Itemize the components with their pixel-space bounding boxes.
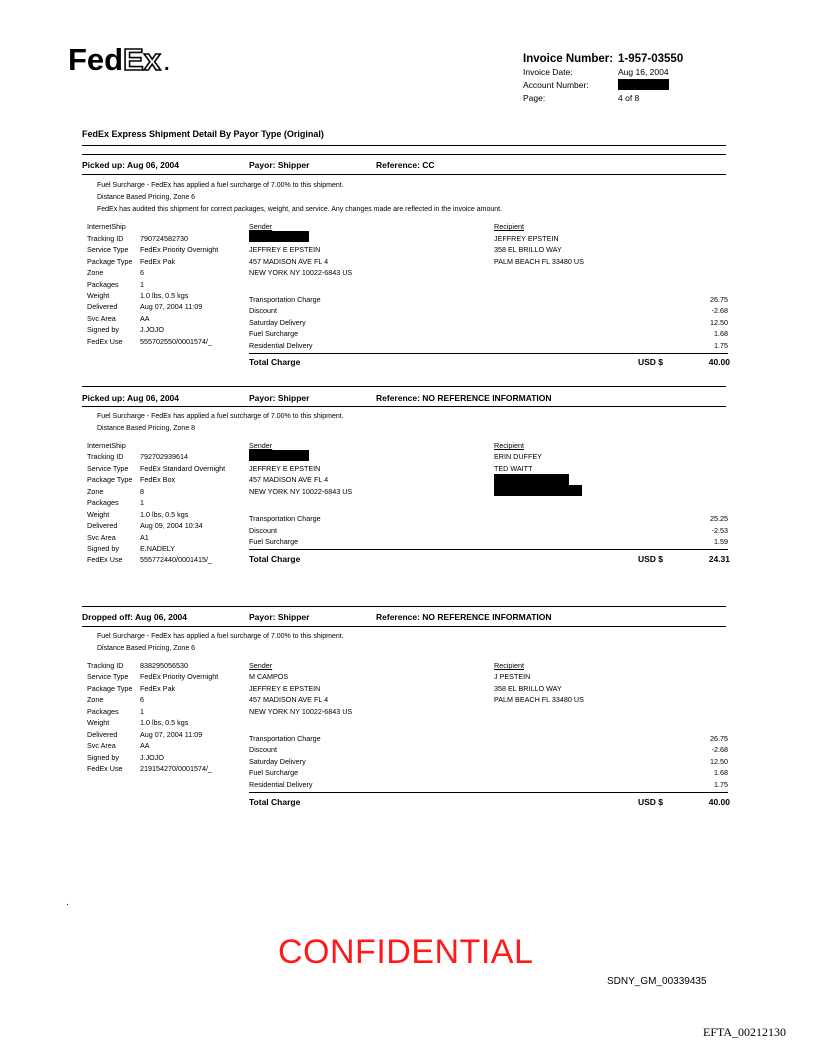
sender-line: M CAMPOS <box>249 672 289 681</box>
redaction-box <box>494 485 582 496</box>
recipient-line: 358 EL BRILLO WAY <box>494 684 562 693</box>
svc-area-label: Svc Area <box>87 314 116 323</box>
recipient-line: JEFFREY EPSTEIN <box>494 234 559 243</box>
redaction-box <box>618 79 669 90</box>
tracking-value: 792702939614 <box>140 452 188 461</box>
sender-line: 457 MADISON AVE FL 4 <box>249 695 329 704</box>
tracking-label: Tracking ID <box>87 452 124 461</box>
weight-label: Weight <box>87 291 110 300</box>
shipment-payor: Payor: Shipper <box>249 612 310 622</box>
total-charge-label: Total Charge <box>249 357 301 367</box>
shipment-header-rule <box>82 406 726 407</box>
svc-area-value: AA <box>140 741 150 750</box>
charge-amount: 26.75 <box>710 734 728 743</box>
total-charge-label: Total Charge <box>249 797 301 807</box>
charge-amount: 1.59 <box>714 537 728 546</box>
stray-mark: . <box>66 897 69 908</box>
delivered-value: Aug 07, 2004 11:09 <box>140 302 203 311</box>
delivered-label: Delivered <box>87 730 118 739</box>
sender-line: 457 MADISON AVE FL 4 <box>249 257 329 266</box>
confidential-stamp: CONFIDENTIAL <box>278 933 534 971</box>
sender-line: JEFFREY E EPSTEIN <box>249 684 321 693</box>
sender-line: 457 MADISON AVE FL 4 <box>249 475 329 484</box>
zone-label: Zone <box>87 695 104 704</box>
charge-label: Transportation Charge <box>249 295 321 304</box>
currency-label: USD $ <box>638 797 664 807</box>
zone-value: 8 <box>140 487 144 496</box>
invoice-date-value: Aug 16, 2004 <box>618 67 669 77</box>
total-charge-label: Total Charge <box>249 554 301 564</box>
redaction-box <box>249 231 309 242</box>
total-charge-value: 40.00 <box>708 357 730 367</box>
packages-value: 1 <box>140 280 144 289</box>
recipient-line: PALM BEACH FL 33480 US <box>494 695 584 704</box>
packages-value: 1 <box>140 707 144 716</box>
fedex-use-label: FedEx Use <box>87 555 123 564</box>
charge-label: Residential Delivery <box>249 341 313 350</box>
fedex-use-value: 555702550/0001574/_ <box>140 337 212 346</box>
delivered-label: Delivered <box>87 302 118 311</box>
charge-label: Transportation Charge <box>249 514 321 523</box>
shipment-payor: Payor: Shipper <box>249 160 310 170</box>
section-title: FedEx Express Shipment Detail By Payor Type (Original) <box>82 129 324 139</box>
shipment-note: Fuel Surcharge - FedEx has applied a fuel surcharge of 7.00% to this shipment. <box>97 633 344 640</box>
signed-value: J.JOJO <box>140 325 164 334</box>
tracking-label: Tracking ID <box>87 661 124 670</box>
service-value: FedEx Priority Overnight <box>140 245 219 254</box>
weight-value: 1.0 lbs, 0.5 kgs <box>140 718 189 727</box>
shipment-top-rule <box>82 154 726 155</box>
page-label: Page: <box>523 93 546 103</box>
charge-label: Fuel Surcharge <box>249 768 299 777</box>
charge-label: Fuel Surcharge <box>249 537 299 546</box>
shipment-reference: Reference: NO REFERENCE INFORMATION <box>376 393 552 403</box>
signed-label: Signed by <box>87 544 119 553</box>
charge-label: Discount <box>249 745 277 754</box>
internetship-label: InternetShip <box>87 441 126 450</box>
zone-value: 6 <box>140 268 144 277</box>
recipient-line: PALM BEACH FL 33480 US <box>494 257 584 266</box>
fedex-logo <box>68 41 173 77</box>
fedex-use-label: FedEx Use <box>87 764 123 773</box>
delivered-value: Aug 09, 2004 10:34 <box>140 521 203 530</box>
total-rule <box>249 549 728 550</box>
svc-area-value: A1 <box>140 533 149 542</box>
recipient-label: Recipient <box>494 222 524 231</box>
svc-area-label: Svc Area <box>87 533 116 542</box>
charge-amount: 1.68 <box>714 329 728 338</box>
shipment-header-rule <box>82 174 726 175</box>
recipient-label: Recipient <box>494 661 524 670</box>
logo-fed-text: Fed <box>68 42 124 77</box>
shipment-reference: Reference: CC <box>376 160 435 170</box>
signed-value: E.NADELY <box>140 544 176 553</box>
invoice-date-label: Invoice Date: <box>523 67 573 77</box>
service-label: Service Type <box>87 464 129 473</box>
recipient-line: TED WAITT <box>494 464 533 473</box>
page-value: 4 of 8 <box>618 93 640 103</box>
charge-amount: 12.50 <box>710 318 728 327</box>
fedex-use-value: 555772440/0001415/_ <box>140 555 212 564</box>
invoice-number-label: Invoice Number: <box>523 53 614 65</box>
charge-amount: 1.75 <box>714 341 728 350</box>
service-label: Service Type <box>87 672 129 681</box>
shipment-note: Distance Based Pricing, Zone 6 <box>97 645 196 652</box>
tracking-value: 838295056530 <box>140 661 188 670</box>
shipment-top-rule <box>82 606 726 607</box>
recipient-line: J PESTEIN <box>494 672 531 681</box>
charge-amount: 25.25 <box>710 514 728 523</box>
delivered-label: Delivered <box>87 521 118 530</box>
section-rule <box>82 145 726 146</box>
service-value: FedEx Priority Overnight <box>140 672 219 681</box>
charge-amount: 26.75 <box>710 295 728 304</box>
currency-label: USD $ <box>638 357 664 367</box>
fedex-use-label: FedEx Use <box>87 337 123 346</box>
sender-line: NEW YORK NY 10022-6843 US <box>249 268 353 277</box>
account-number-label: Account Number: <box>523 80 589 90</box>
bates-number: SDNY_GM_00339435 <box>607 976 707 987</box>
zone-label: Zone <box>87 268 104 277</box>
sender-label: Sender <box>249 222 273 231</box>
zone-value: 6 <box>140 695 144 704</box>
logo-ex-text: Ex <box>123 42 161 77</box>
charge-label: Saturday Delivery <box>249 757 306 766</box>
total-rule <box>249 792 728 793</box>
charge-label: Residential Delivery <box>249 780 313 789</box>
currency-label: USD $ <box>638 554 664 564</box>
recipient-line: 358 EL BRILLO WAY <box>494 245 562 254</box>
redaction-box <box>249 450 309 461</box>
weight-label: Weight <box>87 718 110 727</box>
weight-value: 1.0 lbs, 0.5 kgs <box>140 510 189 519</box>
charge-label: Fuel Surcharge <box>249 329 299 338</box>
shipment-payor: Payor: Shipper <box>249 393 310 403</box>
weight-value: 1.0 lbs, 0.5 kgs <box>140 291 189 300</box>
charge-amount: 1.68 <box>714 768 728 777</box>
delivered-value: Aug 07, 2004 11:09 <box>140 730 203 739</box>
sender-line: JEFFREY E EPSTEIN <box>249 464 321 473</box>
charge-amount: 1.75 <box>714 780 728 789</box>
charge-label: Transportation Charge <box>249 734 321 743</box>
shipment-note: Fuel Surcharge - FedEx has applied a fuel surcharge of 7.00% to this shipment. <box>97 413 344 420</box>
charge-amount: -2.68 <box>711 745 728 754</box>
signed-label: Signed by <box>87 325 119 334</box>
shipment-note: FedEx has audited this shipment for correct packages, weight, and service. Any changes made are reflected in the invoice amount. <box>97 206 503 213</box>
package-label: Package Type <box>87 684 133 693</box>
packages-label: Packages <box>87 707 119 716</box>
total-charge-value: 24.31 <box>708 554 730 564</box>
shipment-pickup: Picked up: Aug 06, 2004 <box>82 160 179 170</box>
shipment-header-rule <box>82 626 726 627</box>
sender-label: Sender <box>249 441 273 450</box>
package-value: FedEx Box <box>140 475 176 484</box>
packages-label: Packages <box>87 280 119 289</box>
total-charge-value: 40.00 <box>708 797 730 807</box>
shipment-reference: Reference: NO REFERENCE INFORMATION <box>376 612 552 622</box>
shipment-note: Fuel Surcharge - FedEx has applied a fuel surcharge of 7.00% to this shipment. <box>97 182 344 189</box>
package-value: FedEx Pak <box>140 257 176 266</box>
service-value: FedEx Standard Overnight <box>140 464 226 473</box>
tracking-value: 790724582730 <box>140 234 188 243</box>
shipment-pickup: Picked up: Aug 06, 2004 <box>82 393 179 403</box>
zone-label: Zone <box>87 487 104 496</box>
package-label: Package Type <box>87 475 133 484</box>
fedex-use-value: 219154270/0001574/_ <box>140 764 212 773</box>
packages-value: 1 <box>140 498 144 507</box>
svc-area-value: AA <box>140 314 150 323</box>
package-value: FedEx Pak <box>140 684 176 693</box>
invoice-number-value: 1-957-03550 <box>618 53 684 65</box>
sender-line: NEW YORK NY 10022-6843 US <box>249 707 353 716</box>
svc-area-label: Svc Area <box>87 741 116 750</box>
service-label: Service Type <box>87 245 129 254</box>
charge-label: Discount <box>249 306 277 315</box>
charge-amount: -2.53 <box>711 526 728 535</box>
sender-line: NEW YORK NY 10022-6843 US <box>249 487 353 496</box>
charge-label: Saturday Delivery <box>249 318 306 327</box>
shipment-note: Distance Based Pricing, Zone 8 <box>97 425 196 432</box>
sender-line: JEFFREY E EPSTEIN <box>249 245 321 254</box>
redaction-box <box>494 474 569 485</box>
signed-value: J.JOJO <box>140 753 164 762</box>
tracking-label: Tracking ID <box>87 234 124 243</box>
shipment-pickup: Dropped off: Aug 06, 2004 <box>82 612 188 622</box>
signed-label: Signed by <box>87 753 119 762</box>
charge-amount: -2.68 <box>711 306 728 315</box>
package-label: Package Type <box>87 257 133 266</box>
charge-label: Discount <box>249 526 277 535</box>
logo-dot: . <box>164 53 170 75</box>
recipient-label: Recipient <box>494 441 524 450</box>
sender-label: Sender <box>249 661 273 670</box>
recipient-line: ERIN DUFFEY <box>494 452 542 461</box>
shipment-top-rule <box>82 386 726 387</box>
efta-number: EFTA_00212130 <box>703 1025 787 1039</box>
charge-amount: 12.50 <box>710 757 728 766</box>
weight-label: Weight <box>87 510 110 519</box>
shipment-note: Distance Based Pricing, Zone 6 <box>97 194 196 201</box>
total-rule <box>249 353 728 354</box>
packages-label: Packages <box>87 498 119 507</box>
internetship-label: InternetShip <box>87 222 126 231</box>
